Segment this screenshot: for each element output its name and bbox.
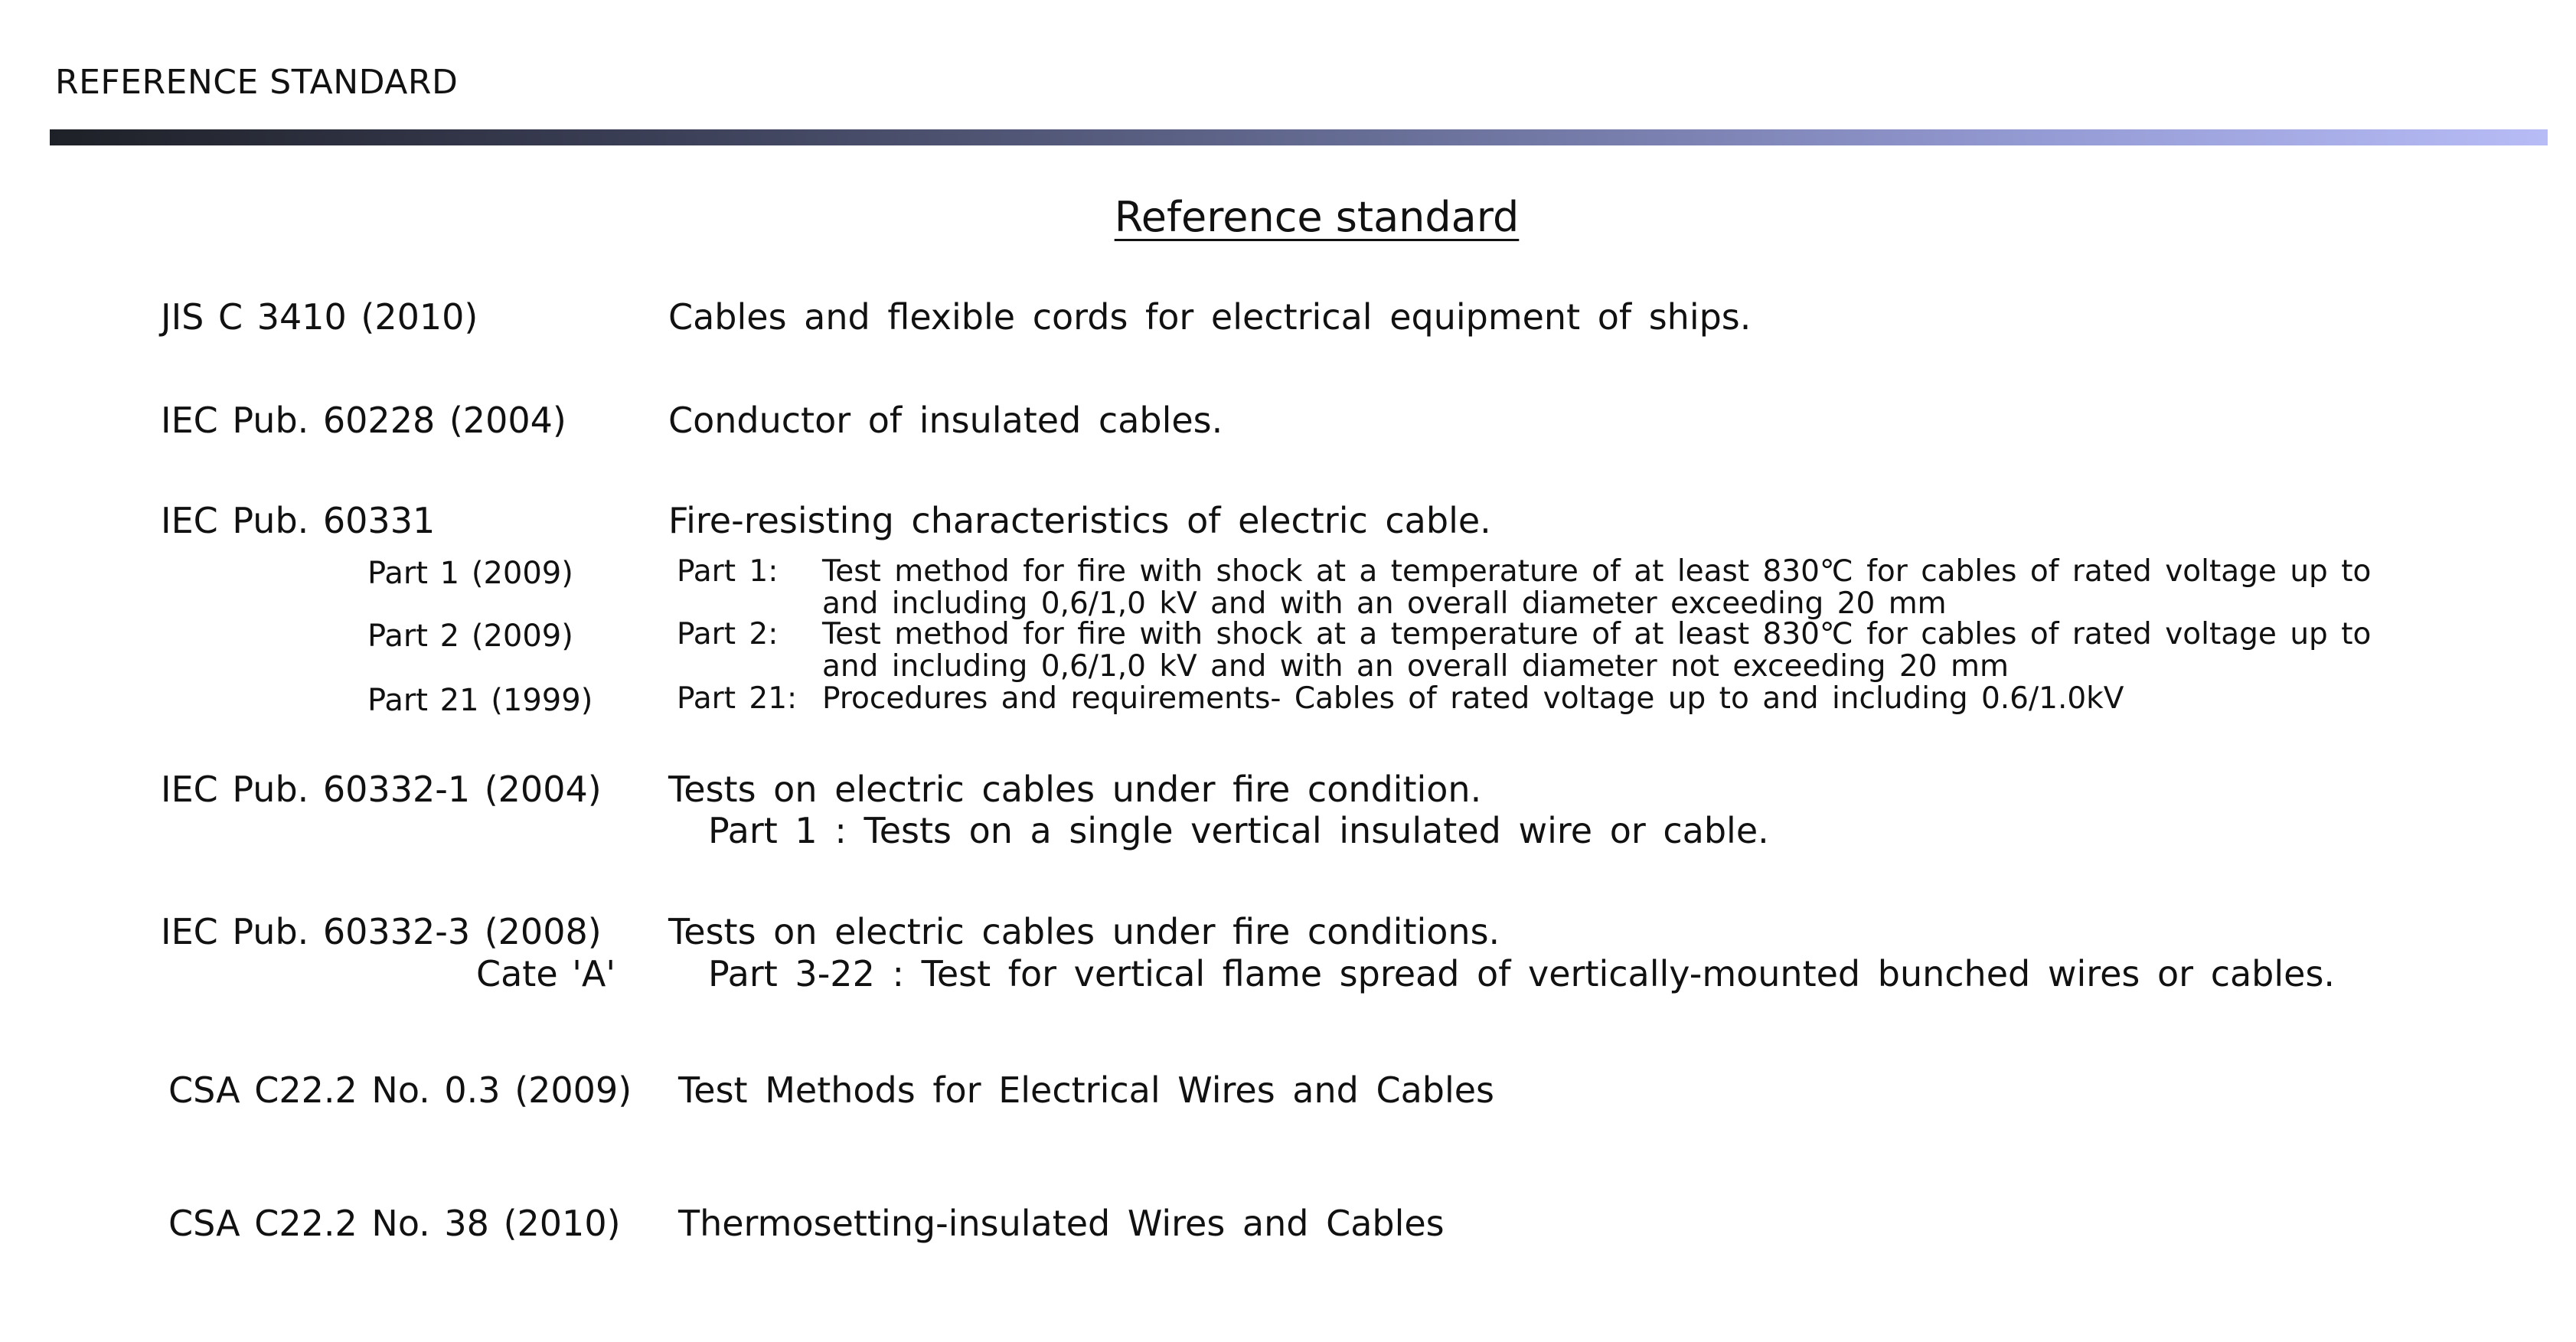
part-desc-line: and including 0,6/1,0 kV and with an overall diameter not exceeding 20 mm xyxy=(822,649,2009,684)
part-desc-line: and including 0,6/1,0 kV and with an overall diameter exceeding 20 mm xyxy=(822,586,1947,621)
part-label: Part 21: xyxy=(677,681,798,716)
page-header-title: REFERENCE STANDARD xyxy=(55,63,459,102)
standard-code-iec60332-1: IEC Pub. 60332-1 (2004) xyxy=(161,769,602,810)
standard-code-csa-38: CSA C22.2 No. 38 (2010) xyxy=(168,1203,621,1244)
part-desc-line: Test method for fire with shock at a temperature of at least 830℃ for cables of rated voltage up to xyxy=(822,554,2372,589)
part-desc-line: Procedures and requirements- Cables of rated voltage up to and including 0.6/1.0kV xyxy=(822,681,2124,716)
standard-code-iec60331: IEC Pub. 60331 xyxy=(161,500,436,541)
part-desc-21 xyxy=(677,683,2124,715)
part-code-21: Part 21 (1999) xyxy=(367,683,593,718)
part-desc-2 xyxy=(677,619,2371,683)
standard-desc-csa-03: Test Methods for Electrical Wires and Cables xyxy=(678,1069,1494,1111)
standard-code-jis: JIS C 3410 (2010) xyxy=(161,296,478,338)
standard-desc-jis: Cables and flexible cords for electrical equipment of ships. xyxy=(668,296,1752,338)
standard-desc-csa-38: Thermosetting-insulated Wires and Cables xyxy=(678,1203,1445,1244)
standard-code-iec60228: IEC Pub. 60228 (2004) xyxy=(161,400,566,441)
standard-code-csa-03: CSA C22.2 No. 0.3 (2009) xyxy=(168,1069,632,1111)
standard-sub-iec60332-3: Part 3-22 : Test for vertical flame spread of vertically-mounted bunched wires or cables. xyxy=(708,953,2336,994)
part-label: Part 2: xyxy=(677,617,779,651)
standard-desc-iec60331: Fire-resisting characteristics of electric cable. xyxy=(668,500,1491,541)
header-gradient-bar xyxy=(50,129,2548,145)
part-code-1: Part 1 (2009) xyxy=(367,556,573,591)
part-desc-line: Test method for fire with shock at a temperature of at least 830℃ for cables of rated voltage up to xyxy=(822,617,2372,651)
standard-sub-iec60332-1: Part 1 : Tests on a single vertical insulated wire or cable. xyxy=(708,810,1769,851)
part-label: Part 1: xyxy=(677,554,779,589)
standard-desc-iec60332-1: Tests on electric cables under fire condition. xyxy=(668,769,1482,810)
standard-category-iec60332-3: Cate 'A' xyxy=(476,953,616,994)
part-code-2: Part 2 (2009) xyxy=(367,619,573,654)
part-desc-1 xyxy=(677,556,2371,620)
standard-desc-iec60332-3: Tests on electric cables under fire conditions. xyxy=(668,911,1500,952)
main-title: Reference standard xyxy=(1114,193,1520,241)
standard-desc-iec60228: Conductor of insulated cables. xyxy=(668,400,1223,441)
standard-code-iec60332-3: IEC Pub. 60332-3 (2008) xyxy=(161,911,602,952)
